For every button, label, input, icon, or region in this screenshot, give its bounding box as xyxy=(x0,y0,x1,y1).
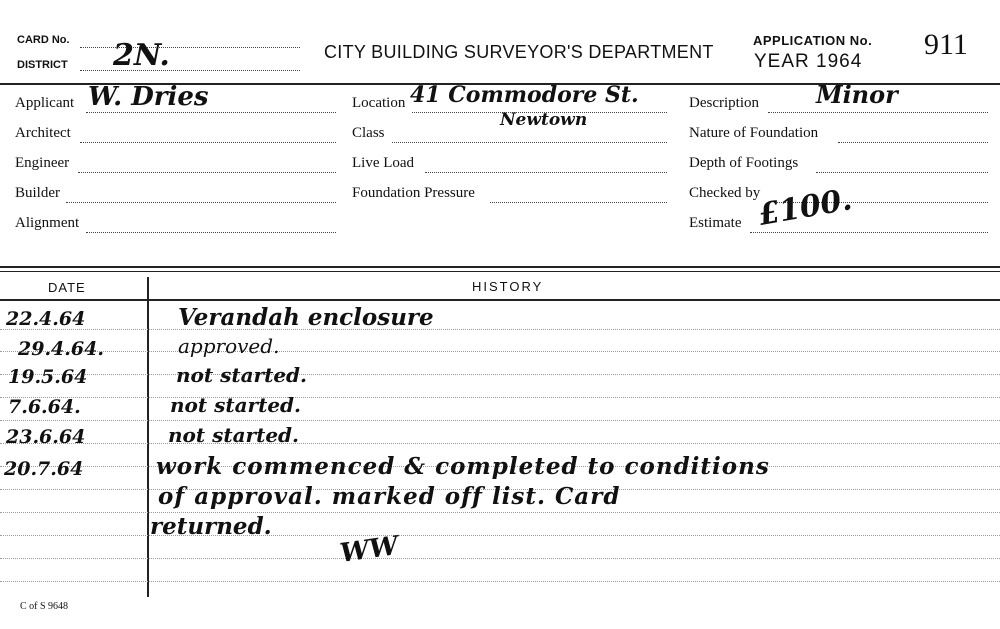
alignment-label: Alignment xyxy=(15,215,80,231)
foundation-pressure-line xyxy=(490,202,667,203)
row-date: 29.4.64. xyxy=(18,338,104,360)
nature-of-foundation-line xyxy=(838,142,988,143)
date-column-header: DATE xyxy=(48,280,86,295)
architect-label: Architect xyxy=(15,125,71,141)
ruled-line xyxy=(0,351,1000,352)
ruled-line xyxy=(0,558,1000,559)
application-no-label: APPLICATION No. xyxy=(753,33,873,48)
location-value: 41 Commodore St. xyxy=(410,82,639,108)
class-line xyxy=(392,142,667,143)
history-column-header: HISTORY xyxy=(472,279,544,294)
column-divider xyxy=(147,277,149,597)
description-label: Description xyxy=(689,95,759,111)
row-date: 7.6.64. xyxy=(8,396,81,418)
architect-line xyxy=(80,142,336,143)
table-header-rule xyxy=(0,299,1000,301)
builder-label: Builder xyxy=(15,185,60,201)
row-entry: not started. xyxy=(176,363,307,387)
alignment-line xyxy=(86,232,336,233)
applicant-line xyxy=(86,112,336,113)
depth-of-footings-label: Depth of Footings xyxy=(689,155,799,171)
row-entry: returned. xyxy=(150,513,272,540)
ruled-line xyxy=(0,443,1000,444)
row-entry: not started. xyxy=(168,423,299,447)
estimate-value: £100. xyxy=(755,182,855,233)
applicant-label: Applicant xyxy=(15,95,75,111)
checked-by-label: Checked by xyxy=(689,185,761,201)
district-value: 2N. xyxy=(113,38,170,73)
table-top-rule-thin xyxy=(0,271,1000,272)
estimate-line xyxy=(750,232,988,233)
location-label: Location xyxy=(352,95,406,111)
class-value: Newtown xyxy=(500,110,588,130)
year-label: YEAR 1964 xyxy=(754,51,863,72)
row-entry: work commenced & completed to conditions xyxy=(156,453,770,480)
row-date: 19.5.64 xyxy=(8,366,88,388)
application-no: 911 xyxy=(924,28,968,61)
live-load-line xyxy=(425,172,667,173)
builder-line xyxy=(66,202,336,203)
nature-of-foundation-label: Nature of Foundation xyxy=(689,125,819,141)
card-no-label: CARD No. xyxy=(17,34,70,46)
ruled-line xyxy=(0,581,1000,582)
row-entry: of approval. marked off list. Card xyxy=(158,483,621,510)
engineer-label: Engineer xyxy=(15,155,70,171)
ruled-line xyxy=(0,397,1000,398)
row-date: 22.4.64 xyxy=(6,308,86,330)
depth-of-footings-line xyxy=(816,172,988,173)
applicant-value: W. Dries xyxy=(88,82,209,112)
table-top-rule xyxy=(0,266,1000,268)
row-entry: not started. xyxy=(170,393,301,417)
ruled-line xyxy=(0,329,1000,330)
approval-initials: WW xyxy=(338,531,401,569)
department-title: CITY BUILDING SURVEYOR'S DEPARTMENT xyxy=(324,42,714,62)
row-date: 23.6.64 xyxy=(6,426,86,448)
engineer-line xyxy=(78,172,336,173)
ruled-line xyxy=(0,420,1000,421)
estimate-label: Estimate xyxy=(689,215,742,231)
row-entry: Verandah enclosure xyxy=(178,304,434,331)
ruled-line xyxy=(0,374,1000,375)
foundation-pressure-label: Foundation Pressure xyxy=(352,185,475,201)
live-load-label: Live Load xyxy=(352,155,415,171)
row-date: 20.7.64 xyxy=(4,458,84,480)
district-label: DISTRICT xyxy=(17,59,68,71)
description-value: Minor xyxy=(816,80,898,109)
description-line xyxy=(768,112,988,113)
class-label: Class xyxy=(352,125,385,141)
row-entry: approved. xyxy=(178,334,280,358)
form-code: C of S 9648 xyxy=(20,601,69,612)
